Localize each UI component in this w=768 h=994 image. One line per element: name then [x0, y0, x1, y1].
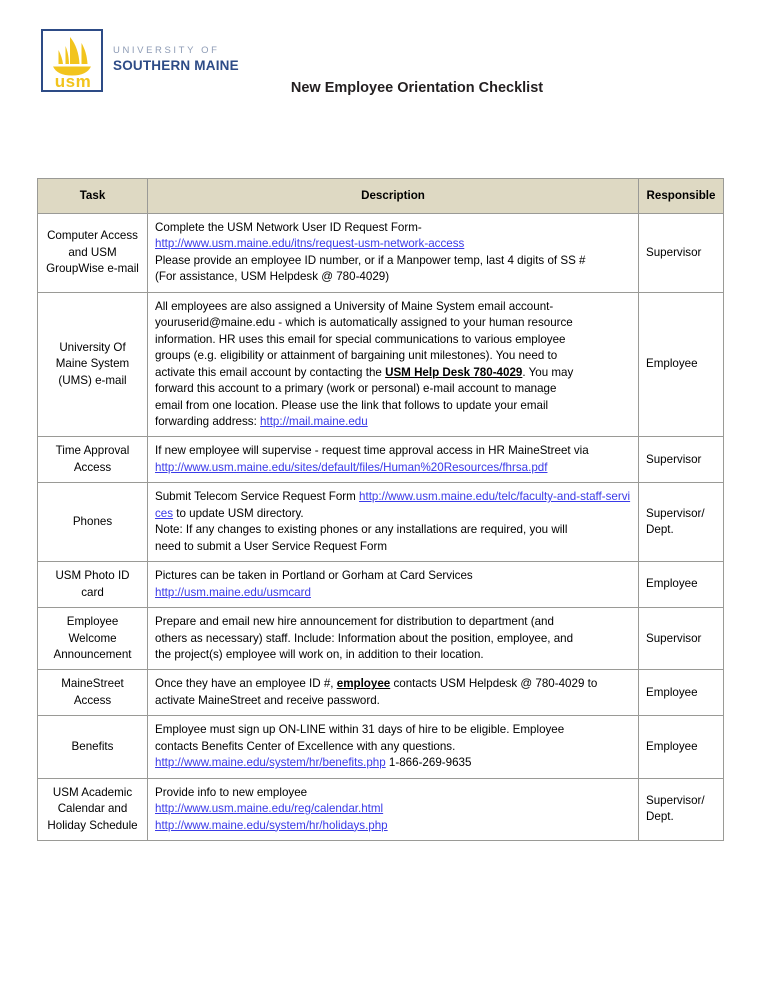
- description-text: (For assistance, USM Helpdesk @ 780-4029): [155, 270, 390, 284]
- description-line: [155, 818, 631, 834]
- cell-task: USM Photo ID card: [38, 562, 148, 608]
- description-line: [155, 236, 631, 252]
- description-text: Pictures can be taken in Portland or Gorham at Card Services: [155, 569, 473, 583]
- description-line: [155, 332, 631, 348]
- cell-task: Employee Welcome Announcement: [38, 608, 148, 670]
- column-header-responsible: Responsible: [639, 179, 724, 214]
- cell-responsible: Supervisor: [639, 608, 724, 670]
- description-line: [155, 614, 631, 630]
- description-line: [155, 755, 631, 771]
- description-line: [155, 801, 631, 817]
- description-text: forward this account to a primary (work or personal) e-mail account to manage: [155, 382, 557, 396]
- cell-task: Phones: [38, 483, 148, 562]
- description-emphasis: USM Help Desk 780-4029: [385, 365, 523, 379]
- cell-description: [148, 437, 639, 483]
- description-text: the project(s) employee will work on, in addition to their location.: [155, 647, 484, 661]
- description-line: [155, 676, 631, 692]
- description-text: contacts USM Helpdesk @ 780-4029 to: [390, 677, 598, 691]
- cell-task: MaineStreet Access: [38, 670, 148, 716]
- description-line: [155, 253, 631, 269]
- cell-responsible: Supervisor/ Dept.: [639, 483, 724, 562]
- description-line: [155, 381, 631, 397]
- usm-wordmark: [113, 46, 239, 72]
- table-row: [38, 670, 724, 716]
- cell-responsible: Employee: [639, 562, 724, 608]
- cell-description: [148, 716, 639, 778]
- cell-task: USM Academic Calendar and Holiday Schedule: [38, 778, 148, 840]
- cell-responsible: Employee: [639, 716, 724, 778]
- description-text: Provide info to new employee: [155, 785, 308, 799]
- description-text: Submit Telecom Service Request Form: [155, 490, 360, 504]
- table-header-row: [38, 179, 724, 214]
- table-row: [38, 214, 724, 293]
- description-line: [155, 539, 631, 555]
- cell-description: [148, 670, 639, 716]
- description-text: Once they have an employee ID #,: [155, 677, 337, 691]
- description-line: [155, 460, 631, 476]
- table-row: [38, 292, 724, 437]
- description-link[interactable]: http://www.maine.edu/system/hr/benefits.php: [155, 756, 386, 770]
- description-line: [155, 398, 631, 414]
- description-line: [155, 365, 631, 381]
- description-link[interactable]: http://www.usm.maine.edu/reg/calendar.html: [155, 802, 384, 816]
- description-text: Prepare and email new hire announcement for distribution to department (and: [155, 615, 554, 629]
- description-text: . You may: [522, 365, 574, 379]
- wordmark-southern-maine: SOUTHERN MAINE: [113, 57, 239, 73]
- description-line: [155, 568, 631, 584]
- description-text: 1-866-269-9635: [385, 756, 472, 770]
- description-link[interactable]: http://www.maine.edu/system/hr/holidays.php: [155, 818, 388, 832]
- description-line: [155, 647, 631, 663]
- description-text: Complete the USM Network User ID Request Form-: [155, 221, 422, 234]
- description-text: Please provide an employee ID number, or if a Manpower temp, last 4 digits of SS #: [155, 253, 586, 267]
- cell-responsible: Employee: [639, 670, 724, 716]
- description-line: [155, 631, 631, 647]
- cell-task: University Of Maine System (UMS) e-mail: [38, 292, 148, 437]
- description-link[interactable]: http://www.usm.maine.edu/itns/request-usm-network-access: [155, 237, 465, 251]
- cell-description: [148, 483, 639, 562]
- description-line: [155, 785, 631, 801]
- description-text: contacts Benefits Center of Excellence with any questions.: [155, 739, 456, 753]
- description-text: groups (e.g. eligibility or attainment of bargaining unit milestones). You need to: [155, 349, 558, 363]
- description-text: to update USM directory.: [173, 506, 304, 520]
- description-line: [155, 220, 631, 236]
- cell-description: [148, 562, 639, 608]
- description-line: [155, 739, 631, 755]
- cell-responsible: Supervisor: [639, 214, 724, 293]
- description-line: [155, 585, 631, 601]
- checklist-table-wrapper: [37, 178, 723, 841]
- description-text: Employee must sign up ON-LINE within 31 days of hire to be eligible. Employee: [155, 723, 565, 737]
- description-link[interactable]: http://mail.maine.edu: [260, 414, 368, 428]
- cell-responsible: Supervisor/ Dept.: [639, 778, 724, 840]
- description-link[interactable]: http://usm.maine.edu/usmcard: [155, 585, 311, 599]
- page-header: [0, 0, 768, 150]
- cell-description: [148, 778, 639, 840]
- page-title: New Employee Orientation Checklist: [290, 80, 544, 96]
- cell-description: [148, 292, 639, 437]
- table-row: [38, 562, 724, 608]
- description-text: All employees are also assigned a University of Maine System email account-: [155, 299, 554, 313]
- description-line: [155, 269, 631, 285]
- description-line: [155, 522, 631, 538]
- description-line: [155, 315, 631, 331]
- table-header: [38, 179, 724, 214]
- cell-responsible: Supervisor: [639, 437, 724, 483]
- table-row: [38, 483, 724, 562]
- description-emphasis: employee: [336, 677, 391, 691]
- cell-task: Time Approval Access: [38, 437, 148, 483]
- description-line: [155, 722, 631, 738]
- table-row: [38, 778, 724, 840]
- column-header-task: Task: [38, 179, 148, 214]
- description-text: forwarding address:: [155, 414, 261, 428]
- description-line: [155, 693, 631, 709]
- description-link[interactable]: http://www.usm.maine.edu/sites/default/files/Human%20Resources/fhrsa.pdf: [155, 460, 548, 474]
- description-text: youruserid@maine.edu - which is automatically assigned to your human resource: [155, 316, 573, 330]
- cell-description: [148, 608, 639, 670]
- description-text: If new employee will supervise - request time approval access in HR MaineStreet via: [155, 444, 589, 458]
- table-row: [38, 437, 724, 483]
- description-text: activate MaineStreet and receive password.: [155, 693, 380, 707]
- description-line: [155, 414, 631, 430]
- description-text: others as necessary) staff. Include: Information about the position, employee, and: [155, 631, 574, 645]
- wordmark-university-of: UNIVERSITY OF: [113, 45, 220, 56]
- cell-task: Computer Access and USM GroupWise e-mail: [38, 214, 148, 293]
- description-line: [155, 489, 631, 522]
- description-text: need to submit a User Service Request Form: [155, 539, 387, 553]
- column-header-description: Description: [148, 179, 639, 214]
- orientation-checklist-table: [37, 178, 724, 841]
- cell-task: Benefits: [38, 716, 148, 778]
- svg-text:usm: usm: [54, 72, 92, 89]
- description-text: information. HR uses this email for special communications to various employee: [155, 332, 566, 346]
- description-line: [155, 299, 631, 315]
- cell-responsible: Employee: [639, 292, 724, 437]
- description-text: activate this email account by contacting the: [155, 365, 386, 379]
- table-body: [38, 214, 724, 841]
- description-link[interactable]: http://www.usm.maine.edu/telc/faculty-and-staff-services: [155, 490, 631, 520]
- description-line: [155, 443, 631, 459]
- table-row: [38, 716, 724, 778]
- table-row: [38, 608, 724, 670]
- cell-description: [148, 214, 639, 293]
- description-text: email from one location. Please use the link that follows to update your email: [155, 398, 549, 412]
- description-text: Note: If any changes to existing phones or any installations are required, you will: [155, 523, 568, 537]
- description-line: [155, 348, 631, 364]
